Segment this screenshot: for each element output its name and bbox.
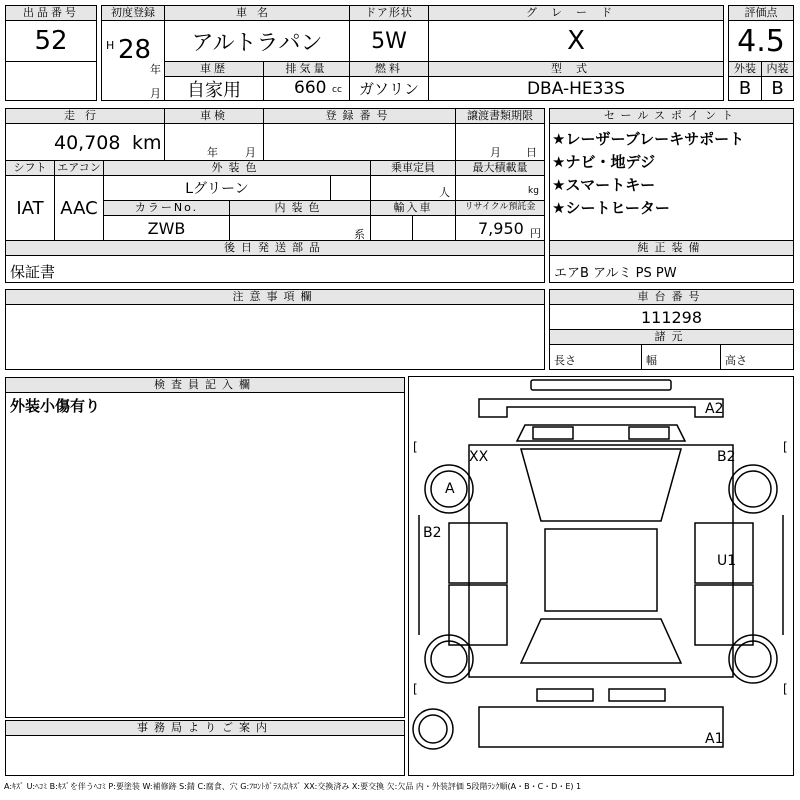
first-reg-month-unit: 月: [150, 87, 161, 100]
score-label: 評価点: [728, 5, 794, 21]
door-label: ドア形状: [349, 5, 429, 21]
chassis-no-value: 111298: [549, 304, 794, 330]
first-reg-year: 28: [118, 35, 152, 65]
sales-point-item: ★スマートキー: [552, 176, 656, 194]
recycle-box: [455, 215, 545, 241]
damage-mark-b2-right: B2: [717, 449, 736, 465]
model-value: DBA-HE33S: [428, 76, 724, 101]
svg-text:[: [: [783, 682, 788, 696]
grade-value: X: [428, 20, 724, 62]
aircon-value: AAC: [54, 175, 104, 241]
displacement-box: [263, 76, 350, 101]
specs-width-label: 幅: [646, 354, 657, 367]
mileage-box: [5, 123, 165, 161]
transfer-month-unit: 月: [490, 146, 501, 159]
fuel-label: 燃料: [349, 61, 429, 77]
fuel-value: ガソリン: [349, 76, 429, 101]
specs-width: [641, 344, 721, 370]
specs-length: [549, 344, 642, 370]
lot-label: 出品番号: [5, 5, 97, 21]
notes-label: 注意事項欄: [5, 289, 545, 305]
specs-height-label: 高さ: [725, 354, 747, 367]
score-ext-label: 外装: [728, 61, 762, 77]
sales-point-item: ★レーザーブレーキサポート: [552, 130, 745, 148]
score-ext-value: B: [728, 76, 762, 101]
sales-points-box: [549, 123, 794, 241]
recycle-value: 7,950: [478, 219, 524, 238]
exterior-color-value: Lグリーン: [103, 175, 331, 201]
inspection-year-unit: 年: [207, 146, 218, 159]
inspection-label: 車検: [164, 108, 264, 124]
transfer-day-unit: 日: [526, 146, 537, 159]
import-box-b: [412, 215, 456, 241]
reg-number-label: 登録番号: [263, 108, 456, 124]
shift-value: IAT: [5, 175, 55, 241]
mileage-label: 走行: [5, 108, 165, 124]
damage-mark-b2-left: B2: [423, 525, 442, 541]
history-label: 車歴: [164, 61, 264, 77]
damage-mark-a1: A1: [705, 731, 724, 747]
max-load-box: [455, 175, 545, 201]
inspection-month-unit: 月: [245, 146, 256, 159]
sales-points-label: セールスポイント: [549, 108, 794, 124]
first-reg-era: H: [106, 39, 115, 52]
score-value: 4.5: [728, 20, 794, 62]
first-reg-label: 初度登録: [101, 5, 165, 21]
exterior-color-label: 外装色: [103, 160, 371, 176]
lot-blank: [5, 61, 97, 101]
displacement-label: 排気量: [263, 61, 350, 77]
aircon-label: エアコン: [54, 160, 104, 176]
score-int-label: 内装: [761, 61, 794, 77]
capacity-unit: 人: [439, 186, 450, 199]
damage-mark-a: A: [445, 481, 455, 497]
recycle-unit: 円: [530, 227, 541, 240]
import-label: 輸入車: [370, 200, 456, 216]
later-parts-box: [5, 255, 545, 283]
chassis-no-label: 車台番号: [549, 289, 794, 305]
specs-length-label: 長さ: [554, 354, 576, 367]
grade-label: グレード: [428, 5, 724, 21]
sales-point-item: ★シートヒーター: [552, 199, 670, 217]
import-box-a: [370, 215, 413, 241]
car-damage-diagram: [408, 376, 794, 776]
damage-mark-a2: A2: [705, 401, 724, 417]
interior-color-label: 内装色: [229, 200, 371, 216]
inspector-label: 検査員記入欄: [5, 377, 405, 393]
later-parts-value: 保証書: [10, 263, 56, 281]
mileage-value: 40,708: [54, 132, 121, 154]
reg-number-value: [263, 123, 456, 161]
car-name-label: 車名: [164, 5, 350, 21]
specs-height: [720, 344, 794, 370]
notes-box: [5, 304, 545, 370]
color-no-label: カラーNo.: [103, 200, 230, 216]
genuine-equipment-box: [549, 255, 794, 283]
exterior-color-extra: [330, 175, 371, 201]
office-label: 事務局よりご案内: [5, 720, 405, 736]
damage-mark-u1: U1: [717, 553, 737, 569]
history-value: 自家用: [164, 76, 264, 101]
shift-label: シフト: [5, 160, 55, 176]
damage-mark-xx: XX: [469, 449, 489, 465]
score-int-value: B: [761, 76, 794, 101]
first-reg-value: [101, 20, 165, 101]
inspection-box: [164, 123, 264, 161]
max-load-unit: kg: [528, 186, 539, 196]
model-label: 型式: [428, 61, 724, 77]
lot-value: 52: [5, 20, 97, 62]
recycle-label: リサイクル預託金: [455, 200, 545, 216]
interior-color-box: [229, 215, 371, 241]
transfer-deadline-label: 譲渡書類期限: [455, 108, 545, 124]
inspector-value: 外装小傷有り: [10, 397, 101, 415]
specs-label: 諸元: [549, 329, 794, 345]
interior-color-unit: 系: [354, 228, 365, 241]
later-parts-label: 後日発送部品: [5, 240, 545, 256]
capacity-label: 乗車定員: [370, 160, 456, 176]
door-value: 5W: [349, 20, 429, 62]
sales-point-item: ★ナビ・地デジ: [552, 153, 656, 171]
max-load-label: 最大積載量: [455, 160, 545, 176]
car-outline-drawing: [409, 377, 793, 775]
capacity-box: [370, 175, 456, 201]
transfer-deadline-box: [455, 123, 545, 161]
wheel-rear-right: [729, 465, 777, 513]
genuine-equipment-label: 純正装備: [549, 240, 794, 256]
genuine-equipment-value: エアB アルミ PS PW: [554, 266, 677, 281]
car-name-value: アルトラパン: [164, 20, 350, 62]
svg-text:[: [: [413, 440, 418, 454]
svg-text:[: [: [413, 682, 418, 696]
legend-text: A:ｷｽﾞ U:ﾍｺﾐ B:ｷｽﾞを伴うﾍｺﾐ P:要塗装 W:補修跡 S:錆 C:腐食、穴 G:ﾌﾛﾝﾄｶﾞﾗｽ点ｷｽﾞ XX:交換済み X:要交換 欠:欠品 内・外装評価 5段階ﾗﾝｸ順(A・B・C・D・E) 1: [4, 782, 582, 791]
displacement-value: 660: [294, 78, 327, 98]
inspector-box: [5, 392, 405, 718]
first-reg-year-unit: 年: [150, 63, 161, 76]
color-no-value: ZWB: [103, 215, 230, 241]
mileage-unit: km: [132, 132, 162, 154]
svg-text:[: [: [783, 440, 788, 454]
office-box: [5, 735, 405, 776]
displacement-unit: cc: [332, 85, 342, 95]
